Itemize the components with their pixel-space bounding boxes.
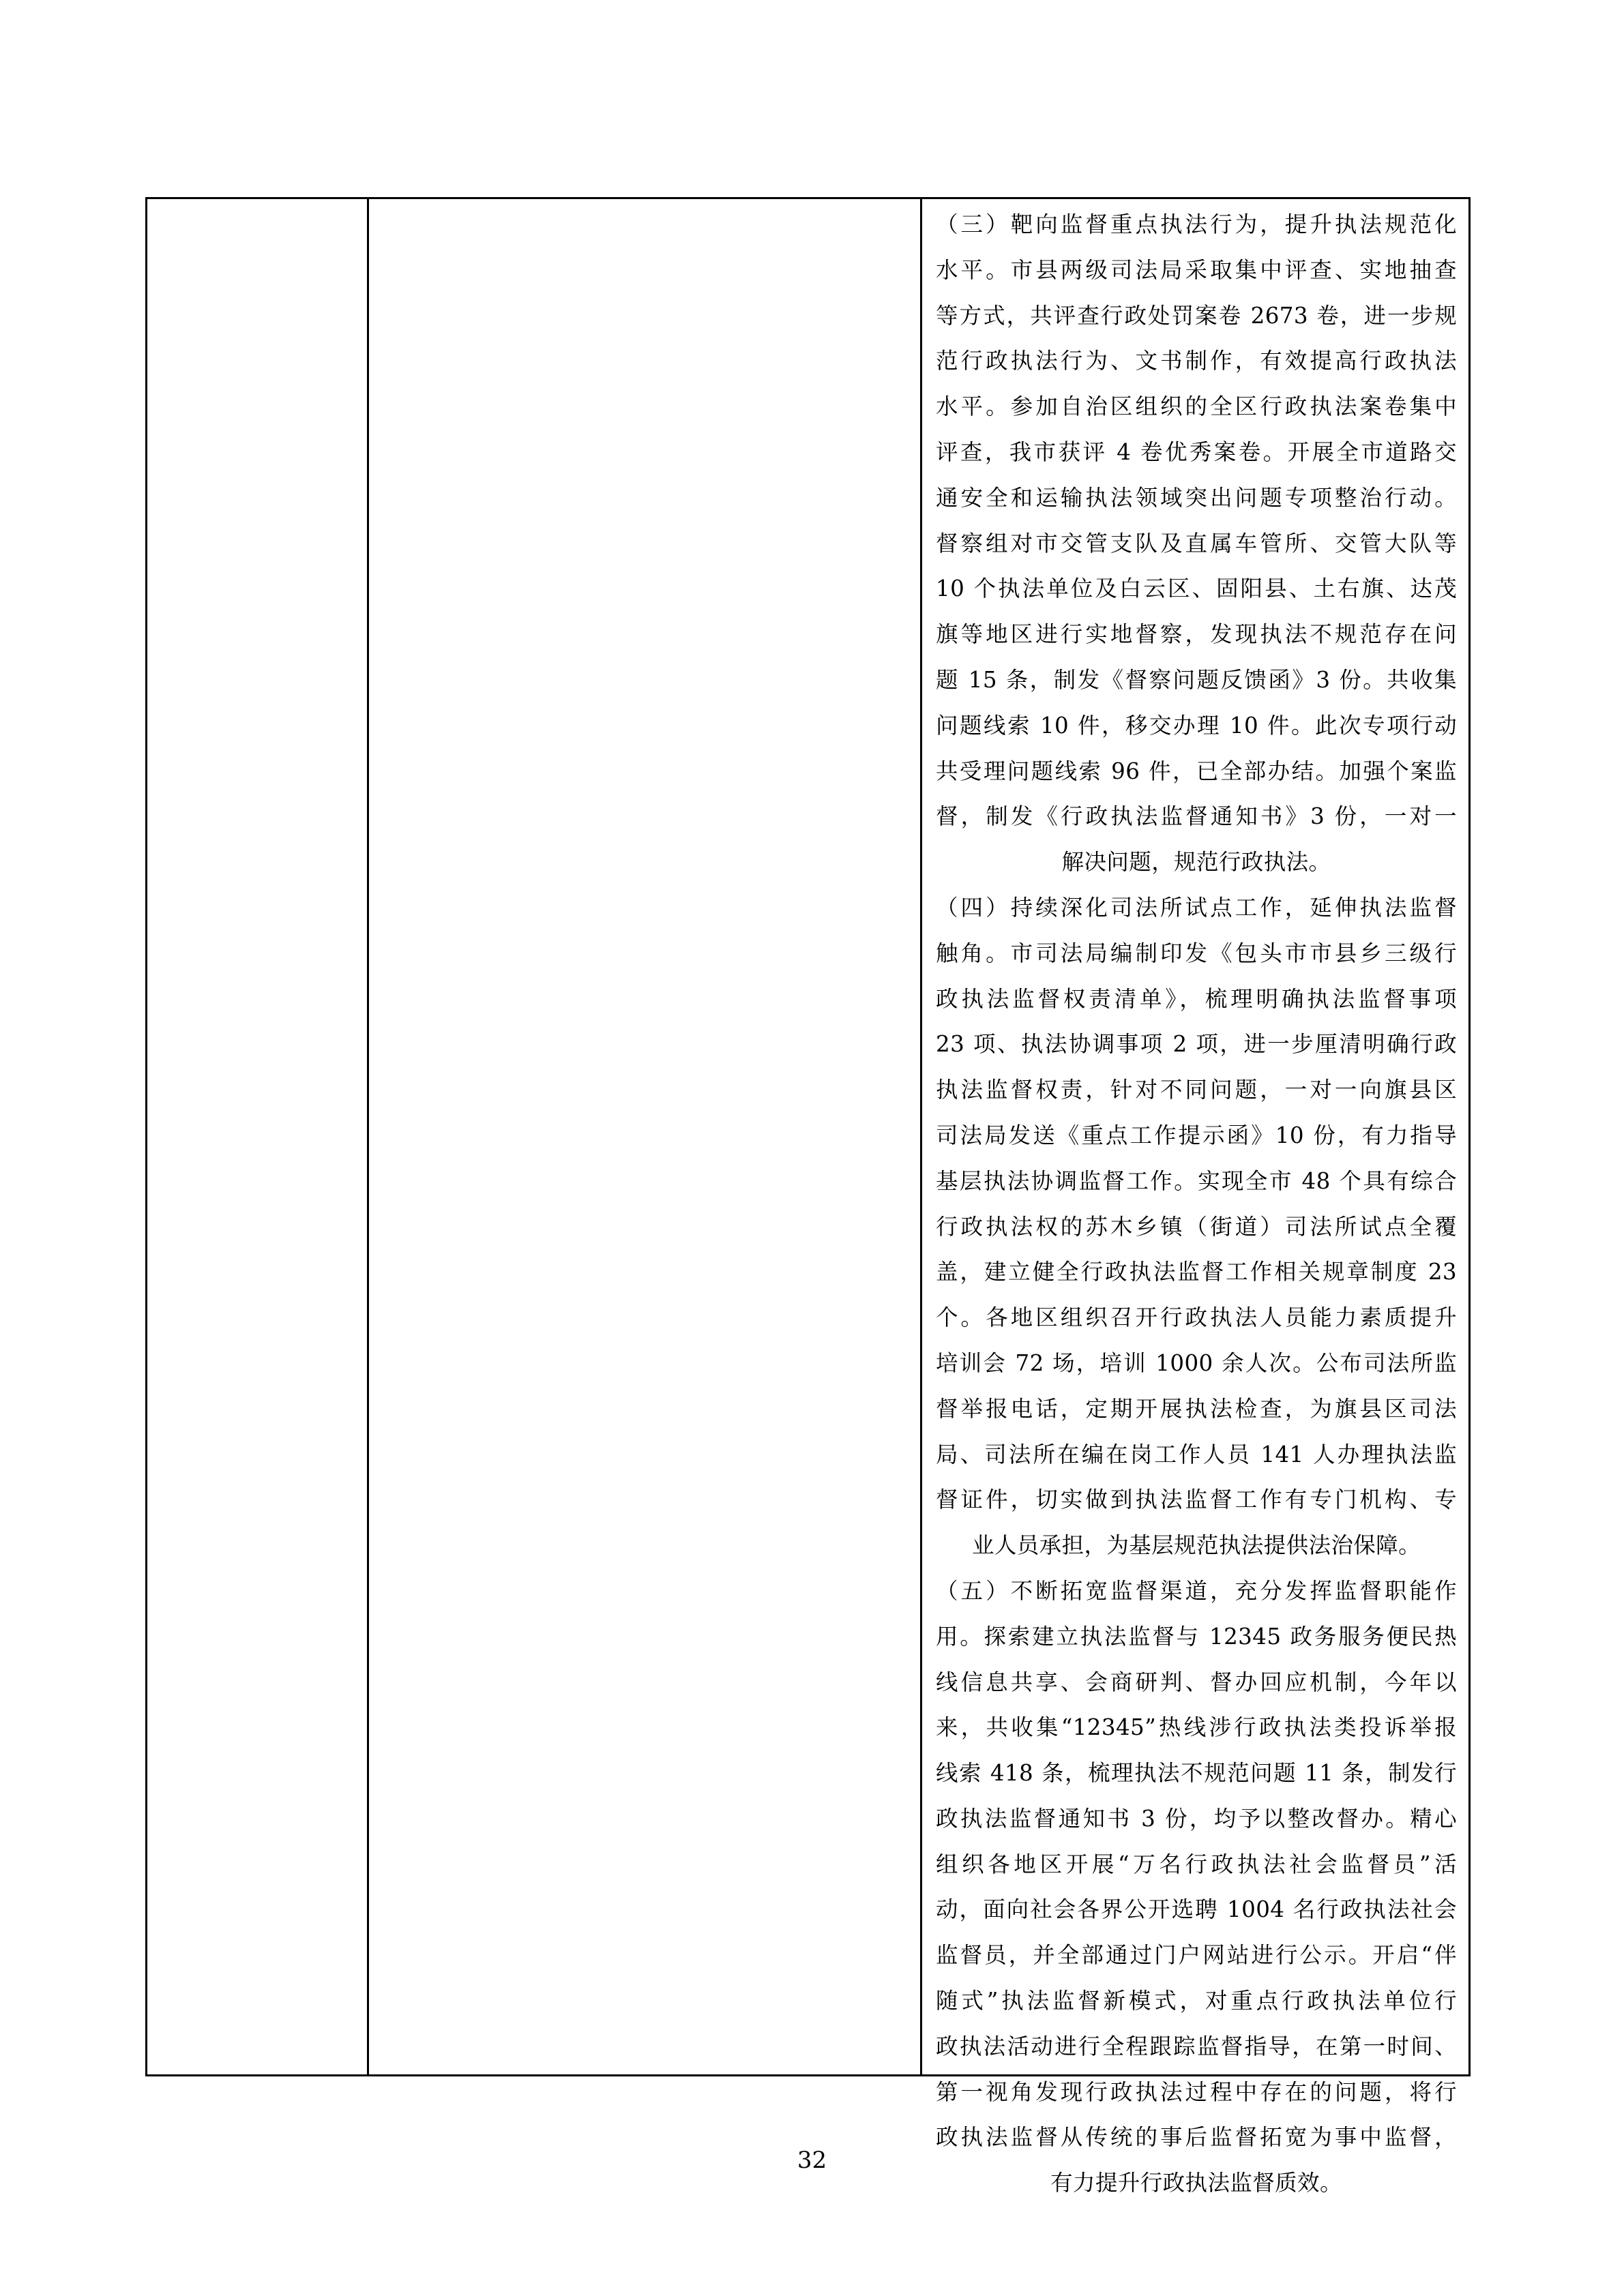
text-line: 评查，我市获评 4 卷优秀案卷。开展全市道路交 <box>936 438 1457 465</box>
text-line: 解决问题，规范行政执法。 <box>1061 849 1331 876</box>
text-line: 用。探索建立执法监督与 12345 政务服务便民热 <box>936 1623 1457 1650</box>
text-line: 随式”执法监督新模式，对重点行政执法单位行 <box>936 1988 1457 2014</box>
text-line: 督举报电话，定期开展执法检查，为旗县区司法 <box>936 1395 1457 1422</box>
text-line: 基层执法协调监督工作。实现全市 48 个具有综合 <box>936 1167 1457 1194</box>
text-line: （四）持续深化司法所试点工作，延伸执法监督 <box>936 894 1457 921</box>
text-line: （三）靶向监督重点执法行为，提升执法规范化 <box>936 211 1457 237</box>
text-line: 有力提升行政执法监督质效。 <box>1050 2170 1342 2196</box>
text-line: 督证件，切实做到执法监督工作有专门机构、专 <box>936 1487 1457 1513</box>
text-line: 行政执法权的苏木乡镇（街道）司法所试点全覆 <box>936 1213 1457 1240</box>
text-line: 等方式，共评查行政处罚案卷 2673 卷，进一步规 <box>936 302 1457 329</box>
text-line: 水平。市县两级司法局采取集中评查、实地抽查 <box>936 256 1457 283</box>
text-line: 执法监督权责，针对不同问题，一对一向旗县区 <box>936 1077 1457 1103</box>
text-line: 督察组对市交管支队及直属车管所、交管大队等 <box>936 530 1457 556</box>
text-line: 组织各地区开展“万名行政执法社会监督员”活 <box>936 1851 1457 1877</box>
content-cell <box>936 202 1457 2206</box>
text-line: 通安全和运输执法领域突出问题专项整治行动。 <box>936 484 1457 511</box>
text-line: 政执法监督从传统的事后监督拓宽为事中监督， <box>936 2124 1457 2151</box>
text-line: 个。各地区组织召开行政执法人员能力素质提升 <box>936 1304 1457 1331</box>
text-line: 问题线索 10 件，移交办理 10 件。此次专项行动 <box>936 712 1457 739</box>
text-line: 水平。参加自治区组织的全区行政执法案卷集中 <box>936 393 1457 420</box>
text-line: 第一视角发现行政执法过程中存在的问题，将行 <box>936 2078 1457 2105</box>
text-line: 政执法监督通知书 3 份，均予以整改督办。精心 <box>936 1805 1457 1832</box>
text-line: 触角。市司法局编制印发《包头市市县乡三级行 <box>936 940 1457 966</box>
text-line: 培训会 72 场，培训 1000 余人次。公布司法所监 <box>936 1350 1457 1376</box>
text-line: 线信息共享、会商研判、督办回应机制，今年以 <box>936 1669 1457 1695</box>
text-line: 旗等地区进行实地督察，发现执法不规范存在问 <box>936 621 1457 648</box>
text-line: （五）不断拓宽监督渠道，充分发挥监督职能作 <box>936 1577 1457 1604</box>
text-line: 共受理问题线索 96 件，已全部办结。加强个案监 <box>936 758 1457 784</box>
column-divider-1 <box>367 199 369 2074</box>
text-line: 司法局发送《重点工作提示函》10 份，有力指导 <box>936 1122 1457 1148</box>
text-line: 范行政执法行为、文书制作，有效提高行政执法 <box>936 348 1457 374</box>
text-line: 动，面向社会各界公开选聘 1004 名行政执法社会 <box>936 1896 1457 1923</box>
text-line: 来，共收集“12345”热线涉行政执法类投诉举报 <box>936 1714 1457 1741</box>
text-line: 政执法监督权责清单》，梳理明确执法监督事项 <box>936 985 1457 1012</box>
text-line: 局、司法所在编在岗工作人员 141 人办理执法监 <box>936 1441 1457 1467</box>
page-number: 32 <box>797 2147 827 2174</box>
text-line: 10 个执法单位及白云区、固阳县、土右旗、达茂 <box>936 576 1457 602</box>
text-line: 督，制发《行政执法监督通知书》3 份，一对一 <box>936 803 1457 830</box>
text-line: 政执法活动进行全程跟踪监督指导，在第一时间、 <box>936 2033 1457 2059</box>
text-line: 线索 418 条，梳理执法不规范问题 11 条，制发行 <box>936 1760 1457 1787</box>
text-line: 盖，建立健全行政执法监督工作相关规章制度 23 <box>936 1259 1457 1285</box>
text-line: 监督员，并全部通过门户网站进行公示。开启“伴 <box>936 1942 1457 1969</box>
column-divider-2 <box>920 199 922 2074</box>
text-line: 23 项、执法协调事项 2 项，进一步厘清明确行政 <box>936 1031 1457 1058</box>
text-line: 题 15 条，制发《督察问题反馈函》3 份。共收集 <box>936 666 1457 693</box>
text-line: 业人员承担，为基层规范执法提供法治保障。 <box>971 1532 1421 1559</box>
